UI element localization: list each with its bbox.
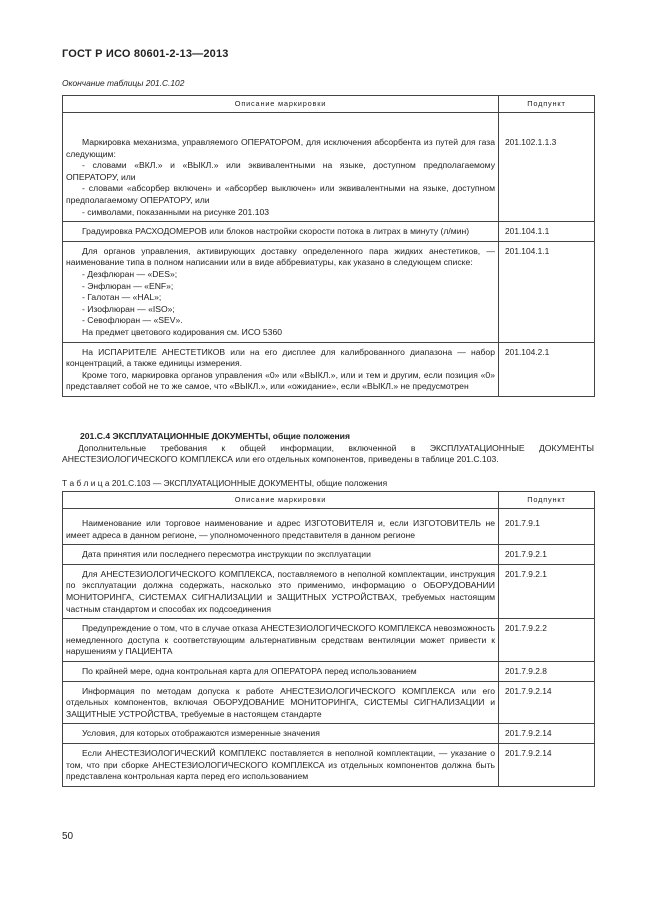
table-row — [63, 545, 595, 565]
section-title: 201.С.4 ЭКСПЛУАТАЦИОННЫЕ ДОКУМЕНТЫ, общие положения — [80, 431, 350, 441]
row-subclause: 201.7.9.2.1 — [499, 564, 595, 618]
row-description: Информация по методам допуска к работе АНЕСТЕЗИОЛОГИЧЕСКОГО КОМПЛЕКСА или его отдельных компонентов, включая ОБОРУДОВАНИЕ МОНИТОРИНГА, СИСТЕМЫ СИГНАЛИЗАЦИИ и ЗАЩИТНЫЕ УСТРОЙСТВА, требуемые в настоящем стандарте — [63, 681, 499, 724]
table1-caption: Окончание таблицы 201.С.102 — [62, 78, 185, 88]
row-subclause: 201.7.9.1 — [499, 509, 595, 545]
row-description: Для органов управления, активирующих доставку определенного пара жидких анестетиков, — наименование типа в полном написании или в виде аббревиатуры, как указано в следующем списке: - Дезфлюран — «DES»; - Энфлюран — «ENF»; - Галотан — «HAL»; - Изофлюран — «ISO»; - Севофлюран — «SEV». На предмет цветового кодирования см. ИСО 5360 — [63, 241, 499, 342]
page-number: 50 — [62, 831, 74, 842]
row-subclause: 201.104.1.1 — [499, 222, 595, 242]
row-subclause: 201.7.9.2.14 — [499, 724, 595, 744]
col-header-subclause: Подпункт — [499, 492, 595, 509]
row-subclause: 201.7.9.2.14 — [499, 743, 595, 786]
row-description: На ИСПАРИТЕЛЕ АНЕСТЕТИКОВ или на его дисплее для калиброванного диапазона — набор концентраций, а также единицы измерения. Кроме того, маркировка органов управления «0» или «ВЫКЛ.», или и тем и другим, если позиция «0» представляет собой не то же самое, что «ВЫКЛ.», или «ожидание», если «ВЫКЛ.» не предусмотрен — [63, 342, 499, 396]
section-text: Дополнительные требования к общей информации, включенной в ЭКСПЛУАТАЦИОННЫЕ ДОКУМЕНТЫ АНЕСТЕЗИОЛОГИЧЕСКОГО КОМПЛЕКСА или его отдельных компонентов, приведены в таблице 201.С.103. — [62, 442, 594, 465]
row-subclause: 201.7.9.2.8 — [499, 661, 595, 681]
document-header: ГОСТ Р ИСО 80601-2-13—2013 — [62, 48, 229, 60]
table-row — [63, 564, 595, 618]
table-row — [63, 681, 595, 724]
section-201-c-4 — [62, 431, 594, 466]
table-row — [63, 724, 595, 744]
row-subclause: 201.7.9.2.2 — [499, 619, 595, 662]
operating-documents-table — [62, 491, 595, 787]
marking-table-continuation — [62, 95, 595, 397]
row-subclause: 201.102.1.1.3 — [499, 113, 595, 222]
table-row — [63, 222, 595, 242]
row-subclause: 201.7.9.2.1 — [499, 545, 595, 565]
table-row — [63, 342, 595, 396]
table-row — [63, 113, 595, 222]
row-description: Дата принятия или последнего пересмотра инструкции по эксплуатации — [63, 545, 499, 565]
table-row — [63, 661, 595, 681]
row-description: По крайней мере, одна контрольная карта для ОПЕРАТОРА перед использованием — [63, 661, 499, 681]
row-description: Маркировка механизма, управляемого ОПЕРАТОРОМ, для исключения абсорбента из путей для газа следующим: - словами «ВКЛ.» и «ВЫКЛ.» или эквивалентными на языке, доступном предполагаемому ОПЕРАТОРУ, или - словами «абсорбер включен» и «абсорбер выключен» или эквивалентными на языке, доступном предполагаемому ОПЕРАТОРУ, или - символами, показанными на рисунке 201.103 — [63, 113, 499, 222]
col-header-subclause: Подпункт — [499, 96, 595, 113]
table-row — [63, 509, 595, 545]
row-description: Предупреждение о том, что в случае отказа АНЕСТЕЗИОЛОГИЧЕСКОГО КОМПЛЕКСА невозможность немедленного доступа к соответствующим альтернативным средствам вентиляции может привести к нарушениям у ПАЦИЕНТА — [63, 619, 499, 662]
row-description: Градуировка РАСХОДОМЕРОВ или блоков настройки скорости потока в литрах в минуту (л/мин) — [63, 222, 499, 242]
table-row — [63, 619, 595, 662]
row-description: Для АНЕСТЕЗИОЛОГИЧЕСКОГО КОМПЛЕКСА, поставляемого в неполной комплектации, инструкция по эксплуатации должна содержать, насколько это применимо, информацию о ОБОРУДОВАНИИ МОНИТОРИНГА, СИСТЕМАХ СИГНАЛИЗАЦИИ и ЗАЩИТНЫХ УСТРОЙСТВАХ, требуемых настоящим частным стандартом и способах их подсоединения — [63, 564, 499, 618]
table2-caption: Т а б л и ц а 201.С.103 — ЭКСПЛУАТАЦИОННЫЕ ДОКУМЕНТЫ, общие положения — [62, 478, 388, 488]
table-row — [63, 743, 595, 786]
row-description: Наименование или торговое наименование и адрес ИЗГОТОВИТЕЛЯ и, если ИЗГОТОВИТЕЛЬ не имеет адреса в данном регионе, — уполномоченного представителя в данном регионе — [63, 509, 499, 545]
col-header-description: Описание маркировки — [63, 96, 499, 113]
row-subclause: 201.104.1.1 — [499, 241, 595, 342]
row-subclause: 201.7.9.2.14 — [499, 681, 595, 724]
table-row — [63, 241, 595, 342]
col-header-description: Описание маркировки — [63, 492, 499, 509]
row-description: Условия, для которых отображаются измеренные значения — [63, 724, 499, 744]
row-subclause: 201.104.2.1 — [499, 342, 595, 396]
row-description: Если АНЕСТЕЗИОЛОГИЧЕСКИЙ КОМПЛЕКС поставляется в неполной комплектации, — указание о том, что при сборке АНЕСТЕЗИОЛОГИЧЕСКОГО КОМПЛЕКСА из отдельных компонентов должна быть представлена контрольная карта перед его использованием — [63, 743, 499, 786]
